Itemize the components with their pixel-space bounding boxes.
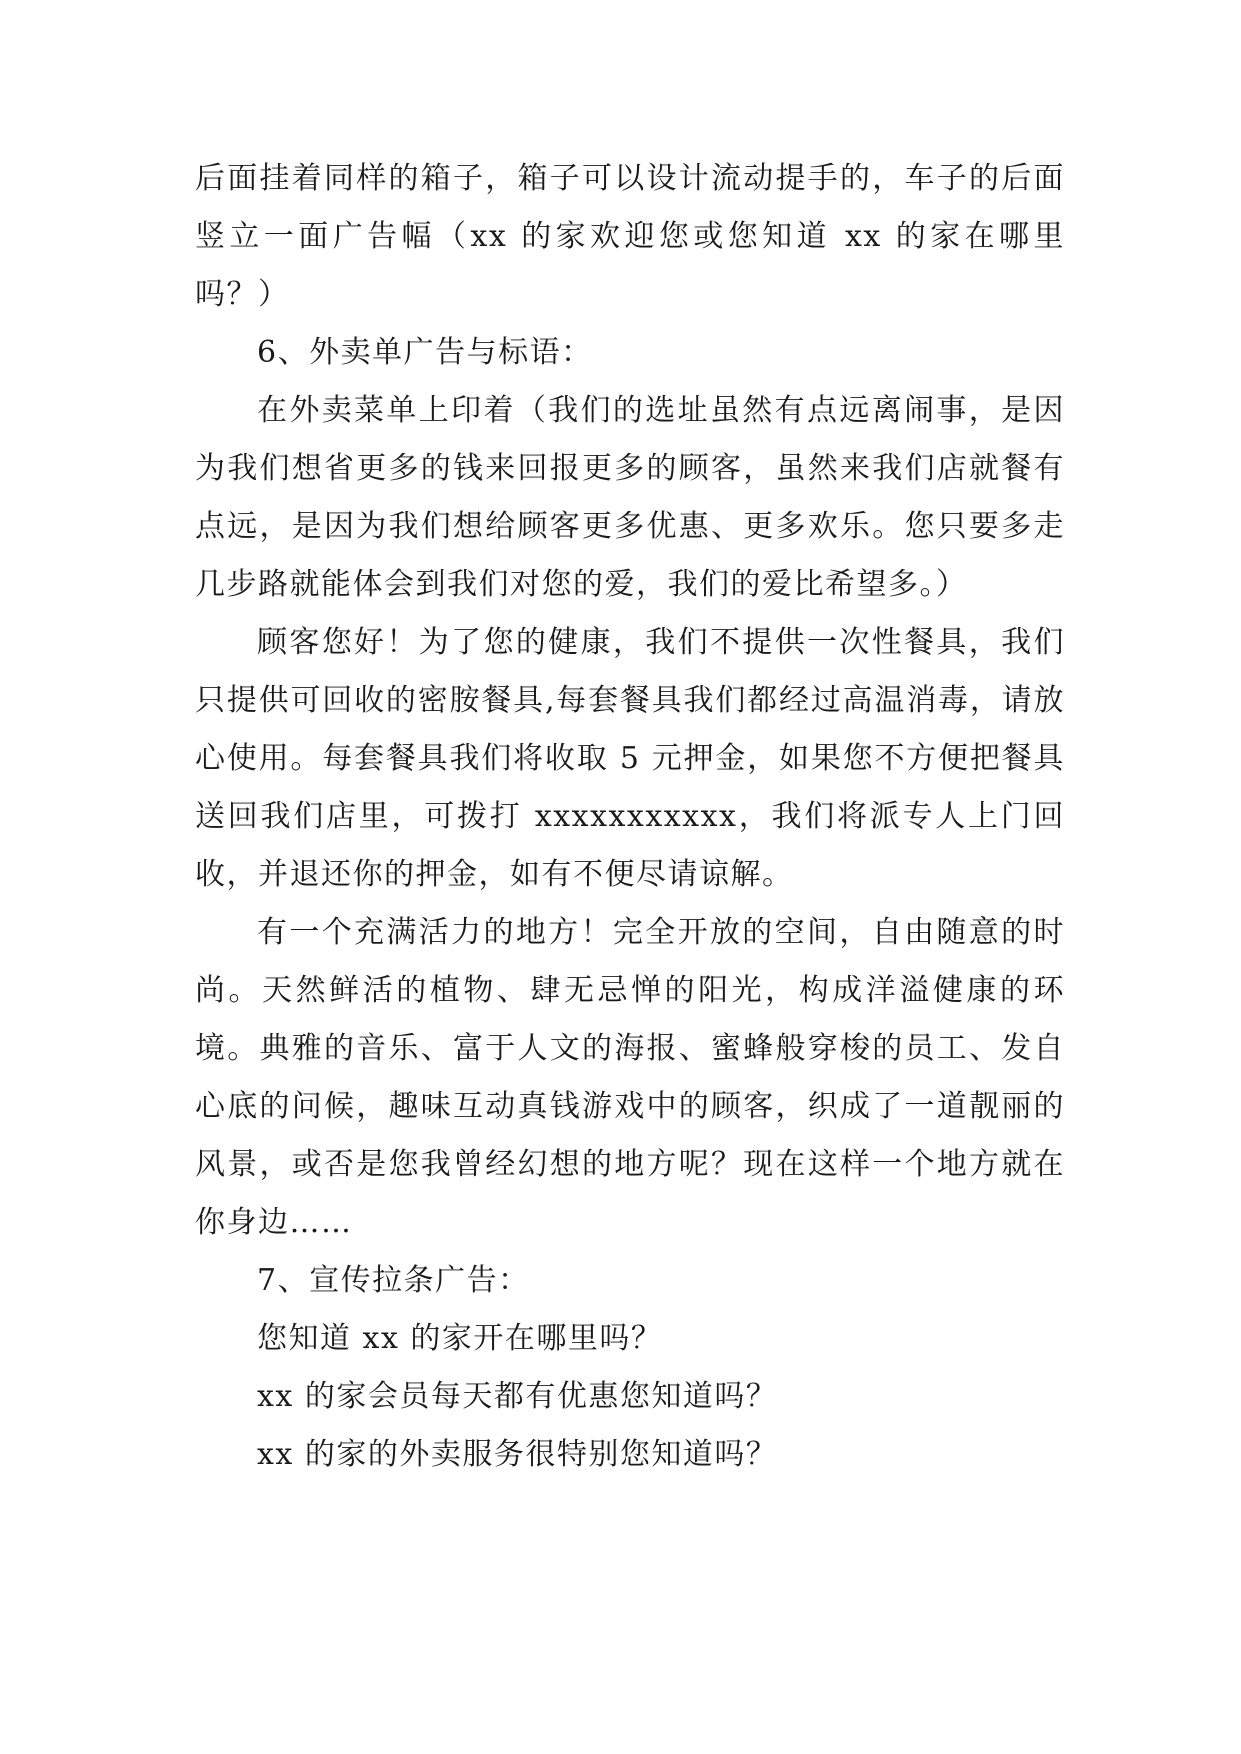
heading-banner-ads: 7、宣传拉条广告： [257,1263,530,1298]
paragraph-takeout-menu-slogan: 在外卖菜单上印着（我们的选址虽然有点远离闹事，是因为我们想省更多的钱来回报更多的顾客，虽然来我们店就餐有点远，是因为我们想给顾客更多优惠、更多欢乐。您只要多走几步路就能体会到我们对您的爱，我们的爱比希望多。） [195,393,1065,602]
banner-slogan-1: 您知道 xx 的家开在哪里吗？ [257,1321,663,1356]
paragraph-tableware-notice: 顾客您好！为了您的健康，我们不提供一次性餐具，我们只提供可回收的密胺餐具,每套餐具我们都经过高温消毒，请放心使用。每套餐具我们将收取 5 元押金，如果您不方便把餐具送回我们店里，可拨打 xxxxxxxxxxx，我们将派专人上门回收，并退还你的押金，如有不便尽请谅解。 [195,625,1065,892]
banner-slogan-3: xx 的家的外卖服务很特别您知道吗？ [257,1437,778,1472]
paragraph-vibrant-place: 有一个充满活力的地方！完全开放的空间，自由随意的时尚。天然鲜活的植物、肆无忌惮的阳光，构成洋溢健康的环境。典雅的音乐、富于人文的海报、蜜蜂般穿梭的员工、发自心底的问候，趣味互动真钱游戏中的顾客，织成了一道靓丽的风景，或否是您我曾经幻想的地方呢？现在这样一个地方就在你身边…… [195,915,1065,1240]
heading-takeout-menu-ads: 6、外卖单广告与标语： [257,335,593,370]
banner-slogan-2: xx 的家会员每天都有优惠您知道吗？ [257,1379,778,1414]
document-body [195,150,1065,1484]
paragraph-continued-ad-box: 后面挂着同样的箱子，箱子可以设计流动提手的，车子的后面竖立一面广告幅（xx 的家欢迎您或您知道 xx 的家在哪里吗？） [195,161,1065,312]
